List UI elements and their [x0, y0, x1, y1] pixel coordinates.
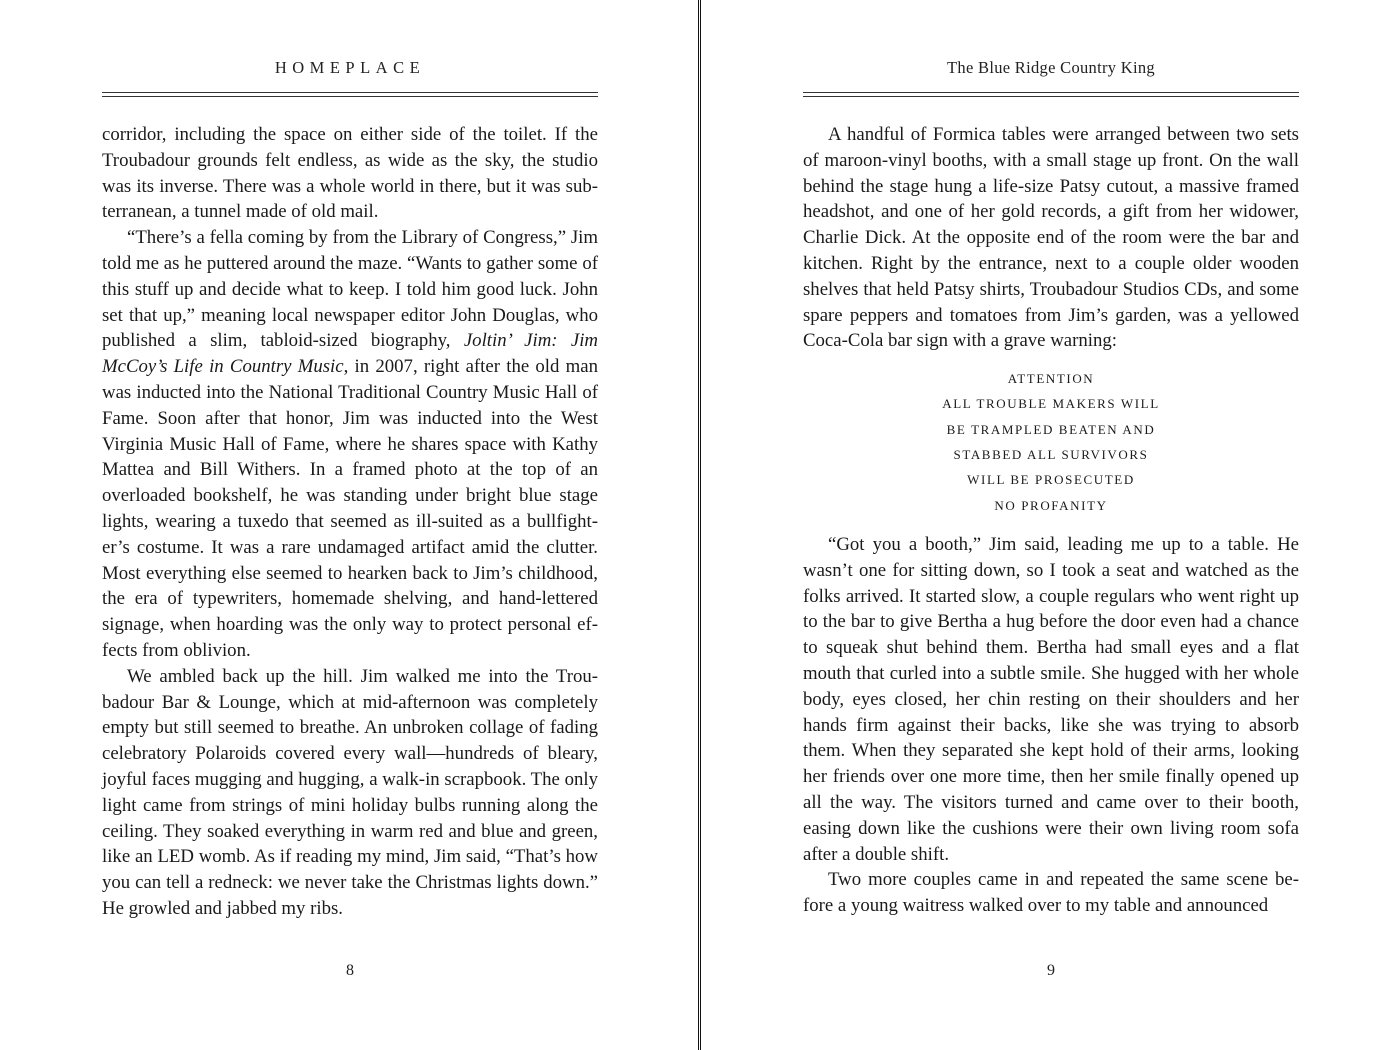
paragraph: We ambled back up the hill. Jim walked me into the Troubadour Bar & Lounge, which at mid-afternoon was completely empty but still seemed to breathe. An unbroken collage of fading celebratory Polaroids covered every wall—hundreds of bleary, joyful faces mugging and hugging, a walk-in scrapbook. The only light came from strings of mini holiday bulbs running along the ceiling. They soaked everything in warm red and blue and green, like an LED womb. As if reading my mind, Jim said, “That’s how you can tell a redneck: we never take the Christmas lights down.” He growled and jabbed my ribs. — [102, 665, 598, 919]
page-number-right: 9 — [1047, 962, 1055, 979]
right-body-text — [803, 122, 1299, 919]
sign-line: NO PROFANITY — [994, 497, 1108, 513]
paragraph-text-continued: , in 2007, right after the old man was inducted into the National Traditional Country Music Hall of Fame. Soon after that honor, Jim was inducted into the West Virginia Music Hall of Fame, where he shares space with Kathy Mattea and Bill Withers. In a framed photo at the top of an overloaded bookshelf, he was standing under bright blue stage lights, wearing a tuxedo that seemed as ill-suited as a bullfighter’s costume. It was a rare undamaged artifact amid the clutter. Most everything else seemed to hearken back to Jim’s childhood, the era of typewriters, homemade shelving, and hand-lettered signage, when hoarding was the only way to protect personal effects from oblivion. — [102, 356, 598, 661]
paragraph — [102, 225, 598, 664]
bar-sign-text — [803, 366, 1299, 518]
running-head-left: HOMEPLACE — [274, 58, 426, 77]
sign-line: WILL BE PROSECUTED — [967, 472, 1135, 488]
header-rule-left — [102, 92, 598, 97]
sign-line: ALL TROUBLE MAKERS WILL — [942, 396, 1160, 412]
paragraph: A handful of Formica tables were arranged between two sets of maroon-vinyl booths, with a small stage up front. On the wall behind the stage hung a life-size Patsy cutout, a massive framed headshot, and one of her gold records, a gift from her widower, Charlie Dick. At the opposite end of the room were the bar and kitchen. Right by the entrance, next to a couple older wooden shelves that held Patsy shirts, Troubadour Studios CDs, and some spare peppers and tomatoes from Jim’s garden, was a yellowed Coca-Cola bar sign with a grave warning: — [803, 124, 1299, 352]
left-body-text — [102, 122, 598, 922]
running-head-right: The Blue Ridge Country King — [947, 58, 1155, 77]
sign-line: ATTENTION — [1007, 371, 1095, 387]
right-page — [700, 0, 1400, 1050]
paragraph: “Got you a booth,” Jim said, leading me up to a table. He wasn’t one for sitting down, so I took a seat and watched as the folks arrived. It started slow, a couple regulars who went right up to the bar to give Bertha a hug before the door even had a chance to squeak shut behind them. Bertha had small eyes and a flat mouth that curled into a subtle smile. She hugged with her whole body, eyes closed, her chin resting on their shoulders and her hands firm against their backs, like she was trying to absorb them. When they separated she kept hold of their arms, looking her friends over one more time, then her smile finally opened up all the way. The visitors turned and came over to their booth, easing down like the cushions were their own living room sofa after a double shift. — [803, 533, 1299, 865]
paragraph: Two more couples came in and repeated the same scene before a young waitress walked over to my table and announced — [803, 869, 1299, 917]
sign-line: STABBED ALL SURVIVORS — [953, 447, 1149, 463]
header-rule-right — [803, 92, 1299, 97]
paragraph-text: “There’s a fella coming by from the Library of Congress,” Jim told me as he puttered around the maze. “Wants to gather some of this stuff up and decide what to keep. I told him good luck. John set that up,” meaning local newspaper editor John Douglas, who published a slim, tabloid-sized biography, — [102, 227, 598, 352]
left-page — [0, 0, 699, 1050]
sign-line: BE TRAMPLED BEATEN AND — [946, 421, 1156, 437]
book-title: Joltin’ Jim: Jim McCoy’s Life in Country Music — [102, 330, 598, 378]
page-number-left: 8 — [346, 962, 354, 979]
paragraph: corridor, including the space on either side of the toilet. If the Troubadour grounds felt endless, as wide as the sky, the studio was its inverse. There was a whole world in there, but it was subterranean, a tunnel made of old mail. — [102, 124, 598, 223]
